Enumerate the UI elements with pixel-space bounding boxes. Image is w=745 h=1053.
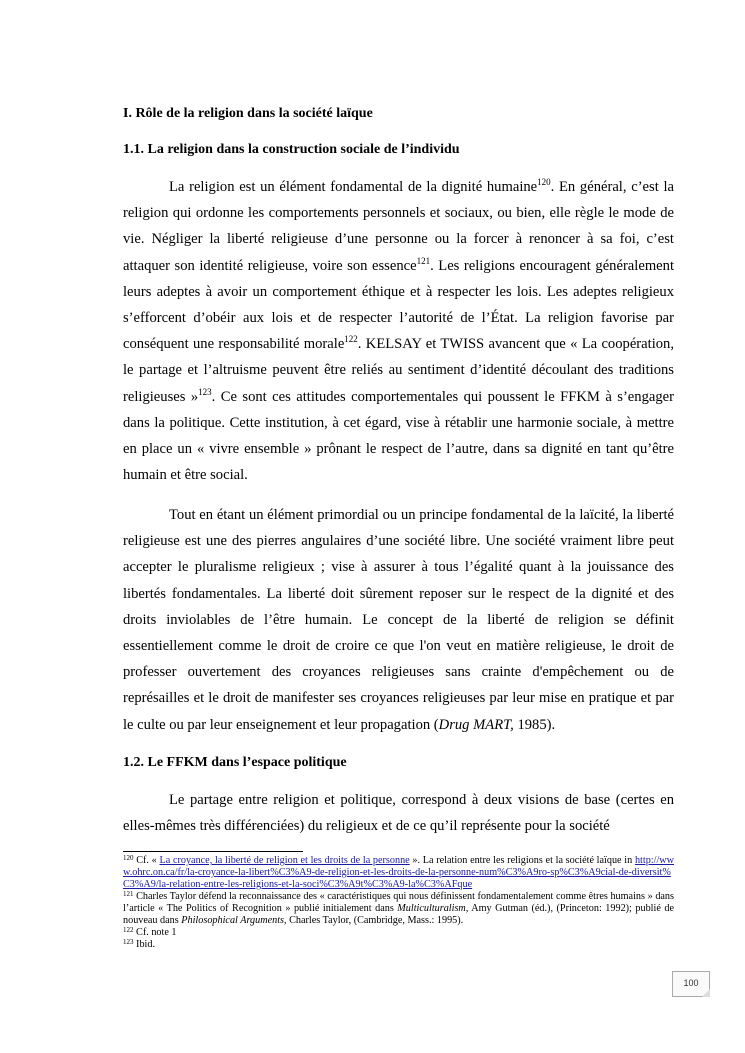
subsection-heading-1-1: 1.1. La religion dans la construction sociale de l’individu	[123, 142, 460, 157]
footnote-120: $^{120}$ Cf. « La croyance, la liberté de religion et les droits de la personne ». La relation entre les religions et la société laïque in http://www.ohrc.on.ca/fr/la-croyance-la-libert%C3%A9-de-religion-et-les-droits-de-la-personne-num%C3%A9ro-sp%C3%A9cial-de-diversit%C3%A9/la-relation-entre-les-religions-et-la-soci%C3%A9t%C3%A9-la%C3%AFque	[123, 854, 674, 890]
footnote-ref-122[interactable]: 122	[344, 334, 358, 345]
footnotes	[123, 855, 674, 951]
paragraph-2: Tout en étant un élément primordial ou un principe fondamental de la laïcité, la liberté religieuse est une des pierres angulaires d’une société libre. Une société vraiment libre peut accepter le pluralisme religieux ; vise à assurer à tous l’égalité quant à la jouissance des libertés fondamentales. La liberté doit sûrement reposer sur le respect de la dignité et des droits inviolables de l’être humain. Le concept de la liberté de religion se définit essentiellement comme le droit de croire ce que l'on veut en matière religieuse, le droit de professer ouvertement des croyances religieuses sans crainte d'empêchement ou de représailles et le droit de manifester ses croyances religieuses par leur mise en pratique et par le culte ou par leur enseignement et leur propagation (Drug MART, 1985).	[123, 507, 674, 733]
footnote-link-url[interactable]: http://www.ohrc.on.ca/fr/la-croyance-la-libert%C3%A9-de-religion-et-les-droits-de-la-personne-num%C3%A9ro-sp%C3%A9cial-de-diversit%C3%A9/la-relation-entre-les-religions-et-la-soci%C3%A9t%C3%A9-la%C3%AFque	[123, 855, 674, 890]
subsection-heading-1-2: 1.2. Le FFKM dans l’espace politique	[123, 755, 347, 770]
footnote-123: $^{123}$ Ibid.	[123, 938, 156, 950]
paragraph-1: La religion est un élément fondamental de la dignité humaine$^{120}$. En général, c’est la religion qui ordonne les comportements personnels et sociaux, ou bien, elle règle le mode de vie. Négliger la liberté religieuse d’une personne ou la forcer à renoncer à sa foi, c’est attaquer son identité religieuse, voire son essence$^{121}$. Les religions encouragent généralement leurs adeptes à avoir un comportement éthique et à respecter les lois. Les adeptes religieux s’efforcent d’obéir aux lois et de respecter l’autorité de l’État. La religion favorise par conséquent une responsabilité morale$^{122}$. KELSAY et TWISS avancent que « La coopération, le partage et l’altruisme peuvent être reliés au sentiment d’identité découlant des traditions religieuses »$^{123}$. Ce sont ces attitudes comportementales qui poussent le FFKM à s’engager dans la politique. Cette institution, à cet égard, vise à rétablir une harmonie sociale, à mettre en place un « vivre ensemble » prônant le respect de l’autre, dans sa dignité en tant qu’être humain et être social.	[123, 177, 675, 484]
footnote-ref-121[interactable]: 121	[416, 255, 431, 266]
section-heading: I. Rôle de la religion dans la société laïque	[123, 106, 373, 121]
footnote-link-title[interactable]: La croyance, la liberté de religion et les droits de la personne	[159, 855, 410, 866]
footnote-ref-123[interactable]: 123	[198, 386, 212, 397]
footnote-121: $^{121}$ Charles Taylor défend la reconnaissance des « caractéristiques qui nous définissent fondamentalement comme êtres humains » dans l’article « The Politics of Recognition » publié initialement dans Multiculturalism, Amy Gutman (éd.), (Princeton: 1992); publié de nouveau dans Philosophical Arguments, Charles Taylor, (Cambridge, Mass.: 1995).	[123, 890, 674, 926]
footnote-122: $^{122}$ Cf. note 1	[123, 926, 177, 938]
footnote-separator	[123, 851, 303, 852]
page-number: 100	[672, 971, 710, 997]
paragraph-3: Le partage entre religion et politique, correspond à deux visions de base (certes en elles-mêmes très différenciées) du religieux et de ce qu’il représente pour la société	[123, 792, 674, 835]
citation-emphasis: Drug MART,	[438, 716, 514, 733]
footnote-ref-120[interactable]: 120	[537, 177, 551, 187]
